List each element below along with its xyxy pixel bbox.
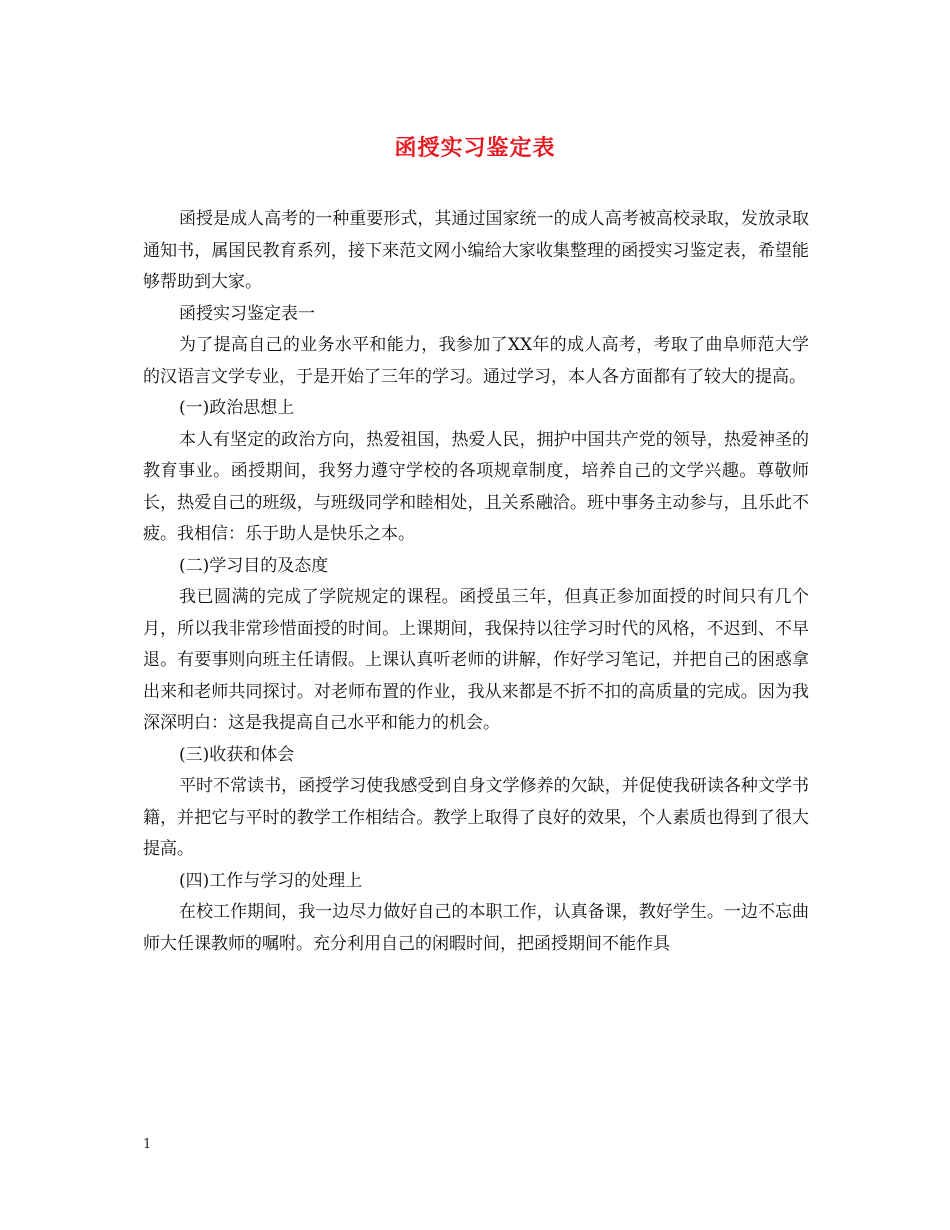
section-heading-politics: (一)政治思想上: [179, 398, 295, 418]
body-paragraph: 平时不常读书，函授学习使我感受到自身文学修养的欠缺，并促使我研读各种文学书籍，并把它与平时的教学工作相结合。教学上取得了良好的效果，个人素质也得到了很大提高。: [143, 776, 809, 859]
page-number: 1: [143, 1137, 152, 1152]
body-paragraph: 我已圆满的完成了学院规定的课程。函授虽三年，但真正参加面授的时间只有几个月，所以我非常珍惜面授的时间。上课期间，我保持以往学习时代的风格，不迟到、不早退。有要事则向班主任请假。上课认真听老师的讲解，作好学习笔记，并把自己的困惑拿出来和老师共同探讨。对老师布置的作业，我从来都是不折不扣的高质量的完成。因为我深深明白：这是我提高自己水平和能力的机会。: [143, 587, 809, 733]
section-heading-form-one: 函授实习鉴定表一: [179, 303, 315, 324]
body-paragraph: 为了提高自己的业务水平和能力，我参加了XX年的成人高考，考取了曲阜师范大学的汉语言文学专业，于是开始了三年的学习。通过学习，本人各方面都有了较大的提高。: [143, 335, 809, 387]
intro-paragraph: 函授是成人高考的一种重要形式，其通过国家统一的成人高考被高校录取，发放录取通知书，属国民教育系列，接下来范文网小编给大家收集整理的函授实习鉴定表，希望能够帮助到大家。: [143, 209, 809, 292]
document-title: 函授实习鉴定表: [394, 135, 556, 161]
document-body: [143, 204, 809, 960]
section-heading-gains: (三)收获和体会: [179, 744, 295, 765]
body-paragraph: 本人有坚定的政治方向，热爱祖国，热爱人民，拥护中国共产党的领导，热爱神圣的教育事业。函授期间，我努力遵守学校的各项规章制度，培养自己的文学兴趣。尊敬师长，热爱自己的班级，与班级同学和睦相处，且关系融洽。班中事务主动参与，且乐此不疲。我相信：乐于助人是快乐之本。: [143, 429, 809, 544]
body-paragraph: 在校工作期间，我一边尽力做好自己的本职工作，认真备课，教好学生。一边不忘曲师大任课教师的嘱咐。充分利用自己的闲暇时间，把函授期间不能作具: [143, 902, 809, 954]
section-heading-study-attitude: (二)学习目的及态度: [179, 555, 329, 576]
section-heading-work-study: (四)工作与学习的处理上: [179, 870, 363, 891]
